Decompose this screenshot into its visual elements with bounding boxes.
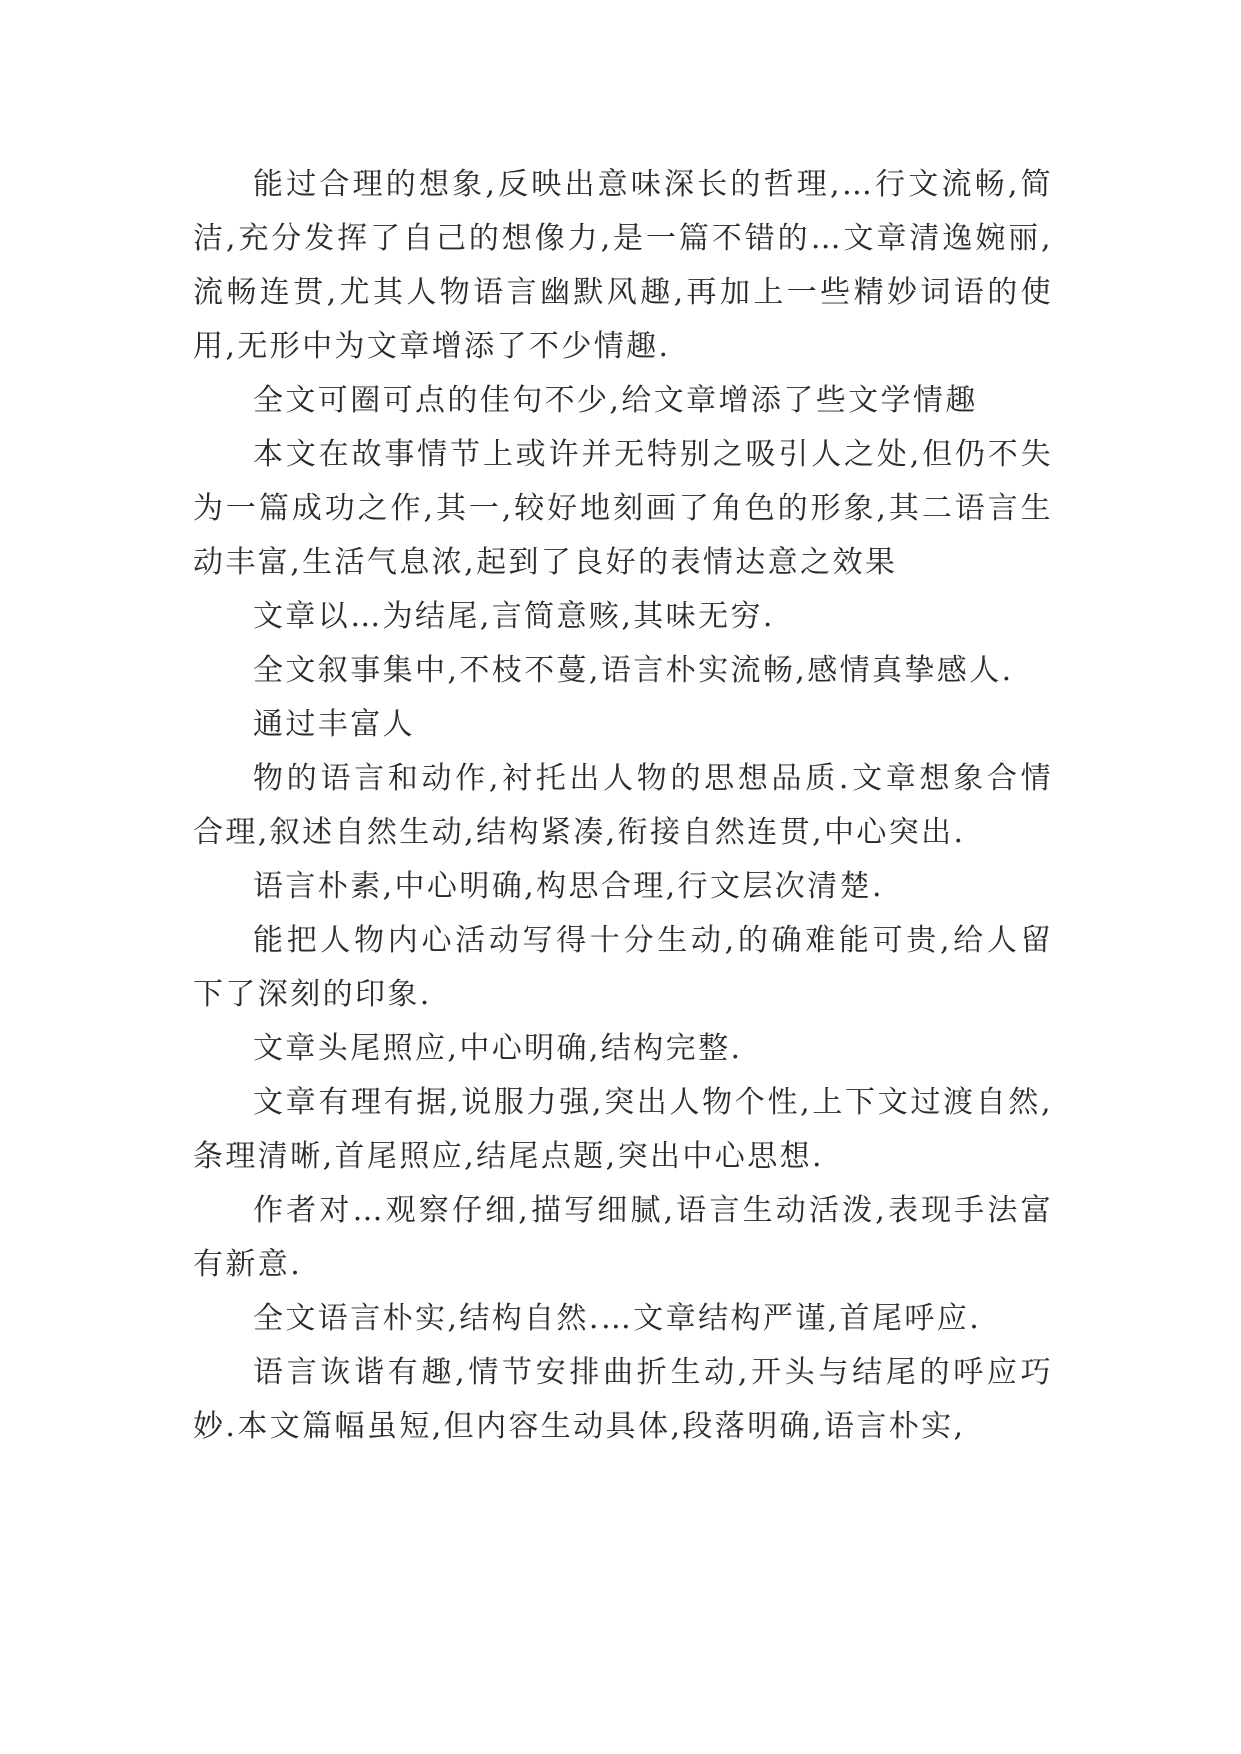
paragraph: 全文语言朴实,结构自然.…文章结构严谨,首尾呼应. (253, 1301, 982, 1336)
paragraph: 物的语言和动作,衬托出人物的思想品质.文章想象合情合理,叙述自然生动,结构紧凑,衔接自然连贯,中心突出. (193, 761, 1053, 850)
paragraph: 全文可圈可点的佳句不少,给文章增添了些文学情趣 (253, 383, 978, 418)
paragraph: 文章头尾照应,中心明确,结构完整. (253, 1031, 743, 1066)
paragraph: 文章有理有据,说服力强,突出人物个性,上下文过渡自然,条理清晰,首尾照应,结尾点题,突出中心思想. (193, 1085, 1053, 1174)
paragraph: 全文叙事集中,不枝不蔓,语言朴实流畅,感情真挚感人. (253, 653, 1014, 688)
paragraph: 语言朴素,中心明确,构思合理,行文层次清楚. (253, 869, 884, 904)
paragraph: 语言诙谐有趣,情节安排曲折生动,开头与结尾的呼应巧妙.本文篇幅虽短,但内容生动具体,段落明确,语言朴实, (193, 1355, 1053, 1444)
document-body (193, 158, 1053, 1454)
paragraph: 作者对…观察仔细,描写细腻,语言生动活泼,表现手法富有新意. (193, 1193, 1053, 1282)
paragraph: 本文在故事情节上或许并无特别之吸引人之处,但仍不失为一篇成功之作,其一,较好地刻画了角色的形象,其二语言生动丰富,生活气息浓,起到了良好的表情达意之效果 (193, 437, 1053, 580)
paragraph: 文章以…为结尾,言简意赅,其味无穷. (253, 599, 775, 634)
paragraph: 能把人物内心活动写得十分生动,的确难能可贵,给人留下了深刻的印象. (193, 923, 1053, 1012)
paragraph: 通过丰富人 (253, 707, 415, 742)
paragraph: 能过合理的想象,反映出意味深长的哲理,…行文流畅,简洁,充分发挥了自己的想像力,是一篇不错的…文章清逸婉丽,流畅连贯,尤其人物语言幽默风趣,再加上一些精妙词语的使用,无形中为文章增添了不少情趣. (193, 167, 1053, 364)
